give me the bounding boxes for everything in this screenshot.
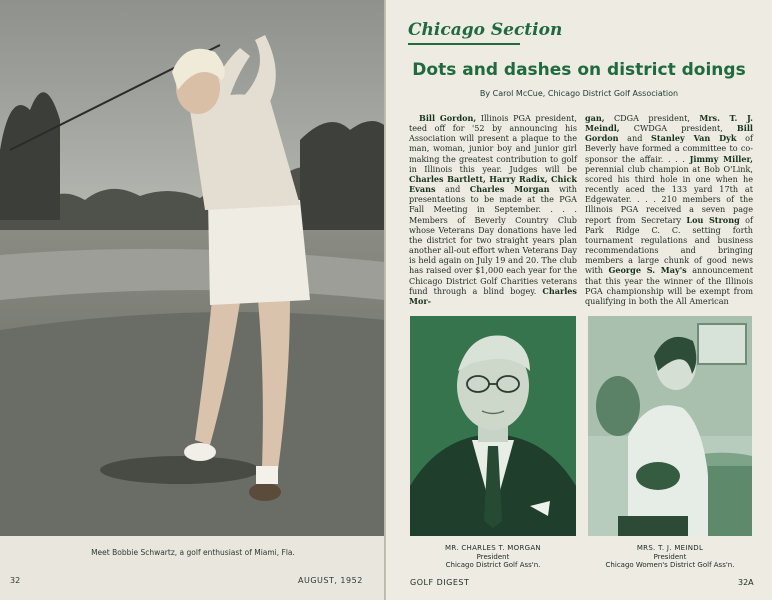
text-run: and	[618, 133, 652, 144]
text-run: Lou Strong	[686, 214, 740, 225]
text-run: Illinois PGA president, teed off for '52 by announcing his Association will present a plaque to the man, woman, junior boy and junior girl making the greatest contribution to golf in Illinois this year. Judges will be	[409, 113, 578, 174]
text-run: of Park Ridge C. C. setting forth tournament regulations and business recommendations and bringing members a large chunk of good news with	[585, 214, 753, 276]
text-run: CWDGA president,	[619, 123, 737, 134]
morgan-org: Chicago District Golf Ass'n.	[445, 561, 541, 569]
page-number: 32	[10, 576, 21, 585]
morgan-name: MR. CHARLES T. MORGAN	[445, 544, 541, 552]
meindl-name: MRS. T. J. MEINDL	[636, 544, 704, 552]
text-run: perennial club champion at Bob O'Link, scored his third hole in one when he recently aced the 133 yard 17th at Edgewater. . . . 210 members of the Illinois PGA received a seven page report from Secretary	[585, 163, 753, 225]
section-rule	[408, 43, 520, 45]
portrait-photo-morgan	[410, 316, 576, 536]
section-title: Chicago Section	[408, 20, 563, 40]
text-run: Bill Gordon,	[419, 113, 477, 123]
article-byline: By Carol McCue, Chicago District Golf Association	[479, 89, 679, 98]
issue-date: AUGUST, 1952	[298, 576, 363, 585]
text-run: CDGA president,	[604, 113, 700, 123]
meindl-org: Chicago Women's District Golf Ass'n.	[605, 561, 735, 569]
portrait-caption-morgan	[410, 544, 576, 570]
text-run: of Beverly have formed a committee to co-sponsor the affair. . . .	[585, 133, 753, 164]
text-run: Jimmy Miller,	[689, 153, 753, 164]
text-run: Charles Mor-	[409, 285, 577, 306]
portrait-photo-meindl	[588, 316, 752, 536]
morgan-title: President	[476, 552, 510, 561]
text-run: Charles Morgan	[469, 184, 550, 195]
article-column-2	[585, 113, 753, 306]
text-run: and	[435, 184, 470, 195]
publication-name: GOLF DIGEST	[410, 578, 470, 587]
text-run: announcement that this year the winner of the Illinois PGA championship will be exempt from qualifying in both the All American	[585, 265, 754, 306]
page-number-right: 32A	[738, 578, 754, 587]
text-run: gan,	[585, 113, 605, 123]
text-run: Charles Bartlett, Harry Radix, Chick Evans	[409, 173, 577, 195]
text-run: with presentations to be made at the PGA Fall Meeting in September. . . . Members of Beverly Country Club whose Veterans Day donations have led the district for two straight years plan another all-out effort when Veterans Day is held again on July 19 and 20. The club has raised over $1,000 each year for the Chicago District Golf Charities veterans fund through a blind bogey.	[409, 184, 577, 296]
text-run: Stanley Van Dyk	[651, 133, 737, 144]
right-page	[386, 0, 772, 600]
meindl-title: President	[653, 552, 687, 561]
photo-caption: Meet Bobbie Schwartz, a golf enthusiast of Miami, Fla.	[91, 548, 295, 557]
article-column-1	[409, 113, 577, 306]
text-run: Bill Gordon	[585, 123, 753, 144]
article-headline: Dots and dashes on district doings	[412, 60, 746, 80]
text-run: Mrs. T. J. Meindl,	[585, 113, 753, 134]
text-run: George S. May's	[608, 265, 687, 276]
portrait-caption-meindl	[588, 544, 752, 570]
golfer-photo	[0, 0, 384, 536]
